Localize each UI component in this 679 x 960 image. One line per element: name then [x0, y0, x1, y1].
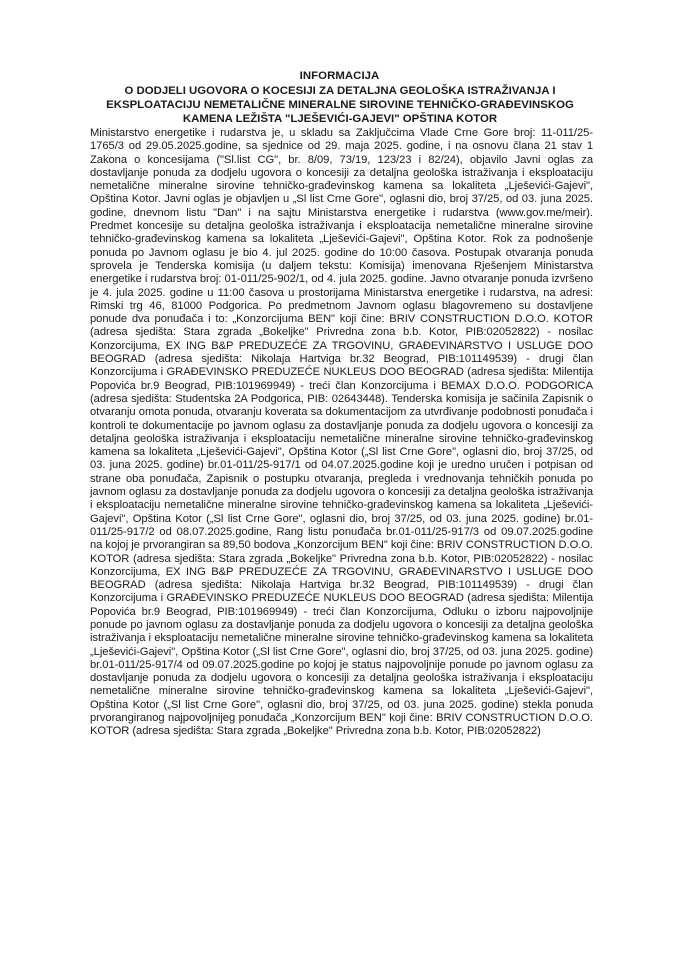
document-subtitle: O DODJELI UGOVORA O KOCESIJI ZA DETALJNA GEOLOŠKA ISTRAŽIVANJA I EKSPLOATACIJU NEMETALIČNE MINERALNE SIROVINE TEHNIČKO-GRAĐEVINSKOG KAMENA LEŽIŠTA "LJEŠEVIĆI-GAJEVI" OPŠTINA KOTOR — [106, 85, 574, 126]
document-body: Ministarstvo energetike i rudarstva je, u skladu sa Zaključcima Vlade Crne Gore broj: 11-011/25-1765/3 od 29.05.2025.godine, sa sjednice od 29. maja 2025. godine, i na osnovu člana 21 stav 1 Zakona o koncesijama ("Sl.list CG", br. 8/09, 73/19, 123/23 i 82/24), objavilo Javni oglas za dostavljanje ponuda za dodjelu ugovora o koncesiji za detaljna geološka istraživanja i eksploataciju nemetalične mineralne sirovine tehničko-građevinskog kamena sa lokaliteta „Lješevići-Gajevi", Opština Kotor. Javni oglas je objavljen u „Sl list Crne Gore", oglasni dio, broj 37/25, od 03. juna 2025. godine, dnevnom listu "Dan" i na sajtu Ministarstva energetike i rudarstva (www.gov.me/meir). Predmet koncesije su detaljna geološka istraživanja i eksploatacija nemetalične mineralne sirovine tehničko-građevinskog kamena sa lokaliteta „Lješevići-Gajevi", Opština Kotor. Rok za podnošenje ponuda po Javnom oglasu je bio 4. jul 2025. godine do 10:00 časova. Postupak otvaranja ponuda sprovela je Tenderska komisija (u daljem tekstu: Komisija) imenovana Rješenjem Ministarstva energetike i rudarstva broj: 01-011/25-902/1, od 4. jula 2025. godine. Javno otvaranje ponuda izvršeno je 4. jula 2025. godine u 11:00 časova u prostorijama Ministarstva energetike i rudarstva, na adresi: Rimski trg 46, 81000 Podgorica. Po predmetnom Javnom oglasu blagovremeno su dostavljene ponude dva ponuđača i to: „Konzorcijuma BEN" koji čine: BRIV CONSTRUCTION D.O.O. KOTOR (adresa sjedišta: Stara zgrada „Bokeljke" Privredna zona b.b. Kotor, PIB:02052822) - nosilac Konzorcijuma, EX ING B&P PREDUZEĆE ZA TRGOVINU, GRAĐEVINARSTVO I USLUGE DOO BEOGRAD (adresa sjedišta: Nikolaja Hartviga br.32 Beograd, PIB:101149539) - drugi član Konzorcijuma i GRAĐEVINSKO PREDUZEĆE NUKLEUS DOO BEOGRAD (adresa sjedišta: Milentija Popovića br.9 Beograd, PIB:101969949) - treći član Konzorcijuma i BEMAX D.O.O. PODGORICA (adresa sjedišta: Studentska 2A Podgorica, PIB: 02643448). Tenderska komisija je sačinila Zapisnik o otvaranju omota ponuda, otvaranju koverata sa dokumentacijom za utvrđivanje podobnosti ponuđača i kontroli te dokumentacije po javnom oglasu za dostavljanje ponuda za dodjelu ugovora o koncesiji za detaljna geološka istraživanja i eksploataciju nemetalične mineralne sirovine tehničko-građevinskog kamena sa lokaliteta „Lješevići-Gajevi", Opština Kotor („Sl list Crne Gore", oglasni dio, broj 37/25, od 03. juna 2025. godine) br.01-011/25-917/1 od 04.07.2025.godine koji je uredno uručen i potpisan od strane oba ponuđača, Zapisnik o postupku otvaranja, pregleda i vrednovanja tehničkih ponuda po javnom oglasu za dostavljanje ponuda za dodjelu ugovora o koncesiji za detaljna geološka istraživanja i eksploataciju nemetalične mineralne sirovine tehničko-građevinskog kamena sa lokaliteta „Lješevići-Gajevi", Opština Kotor („Sl list Crne Gore", oglasni dio, broj 37/25, od 03. juna 2025. godine) br.01-011/25-917/2 od 08.07.2025.godine, Rang listu ponuđača br.01-011/25-917/3 od 09.07.2025.godine na kojoj je prvorangiran sa 89,50 bodova „Konzorcijum BEN" koji čine: BRIV CONSTRUCTION D.O.O. KOTOR (adresa sjedišta: Stara zgrada „Bokeljke" Privredna zona b.b. Kotor, PIB:02052822) - nosilac Konzorcijuma, EX ING B&P PREDUZEĆE ZA TRGOVINU, GRAĐEVINARSTVO I USLUGE DOO BEOGRAD (adresa sjedišta: Nikolaja Hartviga br.32 Beograd, PIB:101149539) - drugi član Konzorcijuma i GRAĐEVINSKO PREDUZEĆE NUKLEUS DOO BEOGRAD (adresa sjedišta: Milentija Popovića br.9 Beograd, PIB:101969949) - treći član Konzorcijuma, Odluku o izboru najpovoljnije ponude po javnom oglasu za dostavljanje ponuda za dodjelu ugovora o koncesiji za detaljna geološka istraživanja i eksploataciju nemetalične mineralne sirovine tehničko-građevinskog kamena sa lokaliteta „Lješevići-Gajevi", Opština Kotor („Sl list Crne Gore", oglasni dio, broj 37/25, od 03. juna 2025. godine) br.01-011/25-917/4 od 09.07.2025.godine po kojoj je status najpovoljnije ponude po javnom oglasu za dostavljanje ponuda za dodjelu ugovora o koncesiji za detaljna geološka istraživanja i eksploataciju nemetalične mineralne sirovine tehničko-građevinskog kamena sa lokaliteta „Lješevići-Gajevi", Opština Kotor („Sl list Crne Gore", oglasni dio, broj 37/25, od 03. juna 2025. godine) stekla ponuda prvorangiranog najpovoljnijeg ponuđača „Konzorcijum BEN" koji čine: BRIV CONSTRUCTION D.O.O. KOTOR (adresa sjedišta: Stara zgrada „Bokeljke" Privredna zona b.b. Kotor, PIB:02052822) — [90, 127, 593, 738]
document-title: INFORMACIJA — [299, 70, 380, 82]
